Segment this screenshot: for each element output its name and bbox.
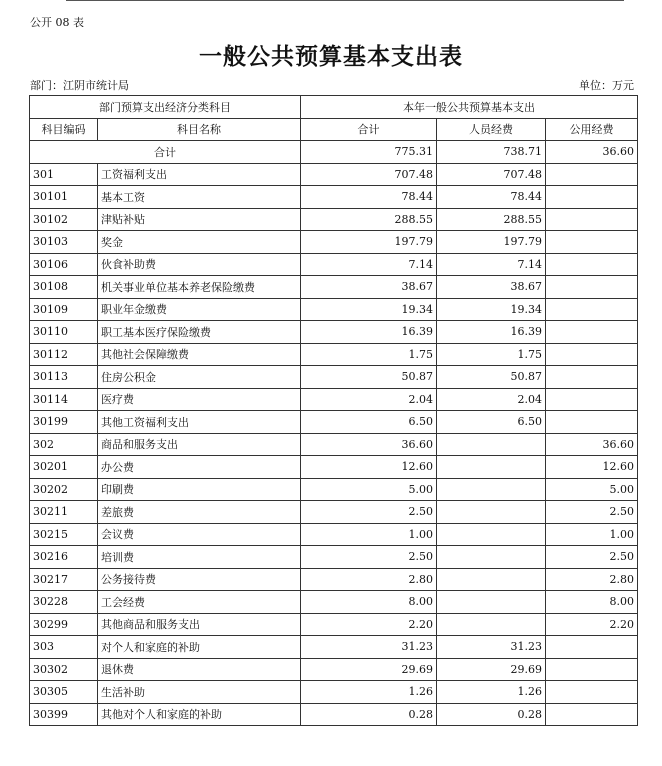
name-cell: 津贴补贴	[98, 208, 301, 231]
total-cell: 8.00	[301, 591, 437, 614]
personnel-cell: 288.55	[437, 208, 546, 231]
total-cell: 707.48	[301, 163, 437, 186]
personnel-cell	[437, 433, 546, 456]
public-cell: 36.60	[546, 433, 638, 456]
name-cell: 生活补助	[98, 681, 301, 704]
table-row	[30, 456, 638, 479]
public-cell: 5.00	[546, 478, 638, 501]
name-cell: 对个人和家庭的补助	[98, 636, 301, 659]
total-cell: 36.60	[301, 433, 437, 456]
table-row	[30, 343, 638, 366]
table-row	[30, 276, 638, 299]
name-cell: 职工基本医疗保险缴费	[98, 321, 301, 344]
public-cell	[546, 321, 638, 344]
code-cell: 30211	[30, 501, 98, 524]
table-row	[30, 321, 638, 344]
top-rule	[66, 0, 624, 1]
name-cell: 培训费	[98, 546, 301, 569]
code-cell: 302	[30, 433, 98, 456]
personnel-cell	[437, 523, 546, 546]
table-row	[30, 546, 638, 569]
code-cell: 30114	[30, 388, 98, 411]
name-cell: 医疗费	[98, 388, 301, 411]
table-row	[30, 186, 638, 209]
name-cell: 住房公积金	[98, 366, 301, 389]
total-cell: 2.50	[301, 546, 437, 569]
code-cell: 30102	[30, 208, 98, 231]
public-cell	[546, 658, 638, 681]
total-cell: 1.00	[301, 523, 437, 546]
public-cell	[546, 163, 638, 186]
code-cell: 30305	[30, 681, 98, 704]
code-cell: 30103	[30, 231, 98, 254]
department-label: 部门：江阴市统计局	[30, 79, 129, 92]
table-row	[30, 501, 638, 524]
table-row	[30, 478, 638, 501]
personnel-cell: 29.69	[437, 658, 546, 681]
public-cell	[546, 253, 638, 276]
name-cell: 工会经费	[98, 591, 301, 614]
budget-table	[29, 95, 638, 726]
name-cell: 工资福利支出	[98, 163, 301, 186]
code-cell: 30113	[30, 366, 98, 389]
total-cell: 2.50	[301, 501, 437, 524]
form-code: 公开 08 表	[30, 16, 84, 29]
public-cell: 2.80	[546, 568, 638, 591]
total-cell: 12.60	[301, 456, 437, 479]
total-personnel: 738.71	[437, 141, 546, 164]
code-cell: 301	[30, 163, 98, 186]
name-cell: 其他社会保障缴费	[98, 343, 301, 366]
personnel-cell: 1.26	[437, 681, 546, 704]
personnel-cell	[437, 456, 546, 479]
name-cell: 其他对个人和家庭的补助	[98, 703, 301, 726]
name-cell: 其他商品和服务支出	[98, 613, 301, 636]
personnel-cell: 0.28	[437, 703, 546, 726]
code-cell: 30399	[30, 703, 98, 726]
header-group-row	[30, 96, 638, 119]
table-row	[30, 568, 638, 591]
public-cell	[546, 208, 638, 231]
header-column-row	[30, 118, 638, 141]
total-cell: 31.23	[301, 636, 437, 659]
code-cell: 30199	[30, 411, 98, 434]
total-label: 合计	[30, 141, 301, 164]
total-cell: 38.67	[301, 276, 437, 299]
table-row	[30, 636, 638, 659]
public-cell	[546, 636, 638, 659]
total-cell: 6.50	[301, 411, 437, 434]
table-row	[30, 591, 638, 614]
personnel-cell	[437, 591, 546, 614]
personnel-cell: 1.75	[437, 343, 546, 366]
personnel-cell: 78.44	[437, 186, 546, 209]
code-cell: 30106	[30, 253, 98, 276]
public-cell	[546, 703, 638, 726]
unit-label: 单位：万元	[579, 79, 634, 92]
code-cell: 30110	[30, 321, 98, 344]
public-cell	[546, 186, 638, 209]
total-row	[30, 141, 638, 164]
table-row	[30, 613, 638, 636]
code-cell: 30228	[30, 591, 98, 614]
public-cell	[546, 366, 638, 389]
header-code: 科目编码	[30, 118, 98, 141]
public-cell: 8.00	[546, 591, 638, 614]
total-cell: 0.28	[301, 703, 437, 726]
code-cell: 30108	[30, 276, 98, 299]
header-group-right: 本年一般公共预算基本支出	[301, 96, 638, 119]
table-row	[30, 681, 638, 704]
public-cell	[546, 411, 638, 434]
total-cell: 1.26	[301, 681, 437, 704]
personnel-cell	[437, 568, 546, 591]
personnel-cell	[437, 546, 546, 569]
personnel-cell: 197.79	[437, 231, 546, 254]
code-cell: 30216	[30, 546, 98, 569]
code-cell: 30109	[30, 298, 98, 321]
total-cell: 19.34	[301, 298, 437, 321]
personnel-cell	[437, 478, 546, 501]
total-cell: 288.55	[301, 208, 437, 231]
table-row	[30, 411, 638, 434]
name-cell: 基本工资	[98, 186, 301, 209]
total-cell: 2.80	[301, 568, 437, 591]
total-cell: 16.39	[301, 321, 437, 344]
personnel-cell: 38.67	[437, 276, 546, 299]
header-personnel: 人员经费	[437, 118, 546, 141]
total-cell: 29.69	[301, 658, 437, 681]
name-cell: 职业年金缴费	[98, 298, 301, 321]
name-cell: 会议费	[98, 523, 301, 546]
code-cell: 30302	[30, 658, 98, 681]
name-cell: 办公费	[98, 456, 301, 479]
table-row	[30, 388, 638, 411]
header-name: 科目名称	[98, 118, 301, 141]
name-cell: 伙食补助费	[98, 253, 301, 276]
public-cell: 2.50	[546, 546, 638, 569]
total-cell: 7.14	[301, 253, 437, 276]
total-cell: 2.04	[301, 388, 437, 411]
table-row	[30, 433, 638, 456]
public-cell	[546, 231, 638, 254]
code-cell: 30299	[30, 613, 98, 636]
table-row	[30, 523, 638, 546]
personnel-cell: 6.50	[437, 411, 546, 434]
code-cell: 30201	[30, 456, 98, 479]
total-cell: 78.44	[301, 186, 437, 209]
public-cell	[546, 681, 638, 704]
header-group-left: 部门预算支出经济分类科目	[30, 96, 301, 119]
personnel-cell	[437, 501, 546, 524]
table-row	[30, 658, 638, 681]
table-row	[30, 163, 638, 186]
public-cell: 2.20	[546, 613, 638, 636]
name-cell: 奖金	[98, 231, 301, 254]
code-cell: 30112	[30, 343, 98, 366]
header-total: 合计	[301, 118, 437, 141]
public-cell	[546, 343, 638, 366]
total-amount: 775.31	[301, 141, 437, 164]
table-row	[30, 298, 638, 321]
personnel-cell: 31.23	[437, 636, 546, 659]
public-cell	[546, 388, 638, 411]
name-cell: 退休费	[98, 658, 301, 681]
name-cell: 差旅费	[98, 501, 301, 524]
personnel-cell: 7.14	[437, 253, 546, 276]
header-public: 公用经费	[546, 118, 638, 141]
total-cell: 197.79	[301, 231, 437, 254]
total-cell: 1.75	[301, 343, 437, 366]
table-row	[30, 208, 638, 231]
table-row	[30, 366, 638, 389]
page-title: 一般公共预算基本支出表	[199, 43, 463, 70]
name-cell: 印刷费	[98, 478, 301, 501]
public-cell: 2.50	[546, 501, 638, 524]
name-cell: 其他工资福利支出	[98, 411, 301, 434]
total-cell: 5.00	[301, 478, 437, 501]
total-cell: 50.87	[301, 366, 437, 389]
table-row	[30, 231, 638, 254]
personnel-cell: 2.04	[437, 388, 546, 411]
public-cell	[546, 276, 638, 299]
total-cell: 2.20	[301, 613, 437, 636]
code-cell: 30215	[30, 523, 98, 546]
name-cell: 商品和服务支出	[98, 433, 301, 456]
code-cell: 303	[30, 636, 98, 659]
public-cell: 12.60	[546, 456, 638, 479]
code-cell: 30101	[30, 186, 98, 209]
code-cell: 30202	[30, 478, 98, 501]
public-cell: 1.00	[546, 523, 638, 546]
personnel-cell: 16.39	[437, 321, 546, 344]
personnel-cell: 707.48	[437, 163, 546, 186]
personnel-cell	[437, 613, 546, 636]
name-cell: 机关事业单位基本养老保险缴费	[98, 276, 301, 299]
name-cell: 公务接待费	[98, 568, 301, 591]
table-row	[30, 703, 638, 726]
personnel-cell: 50.87	[437, 366, 546, 389]
total-public: 36.60	[546, 141, 638, 164]
personnel-cell: 19.34	[437, 298, 546, 321]
code-cell: 30217	[30, 568, 98, 591]
public-cell	[546, 298, 638, 321]
table-row	[30, 253, 638, 276]
